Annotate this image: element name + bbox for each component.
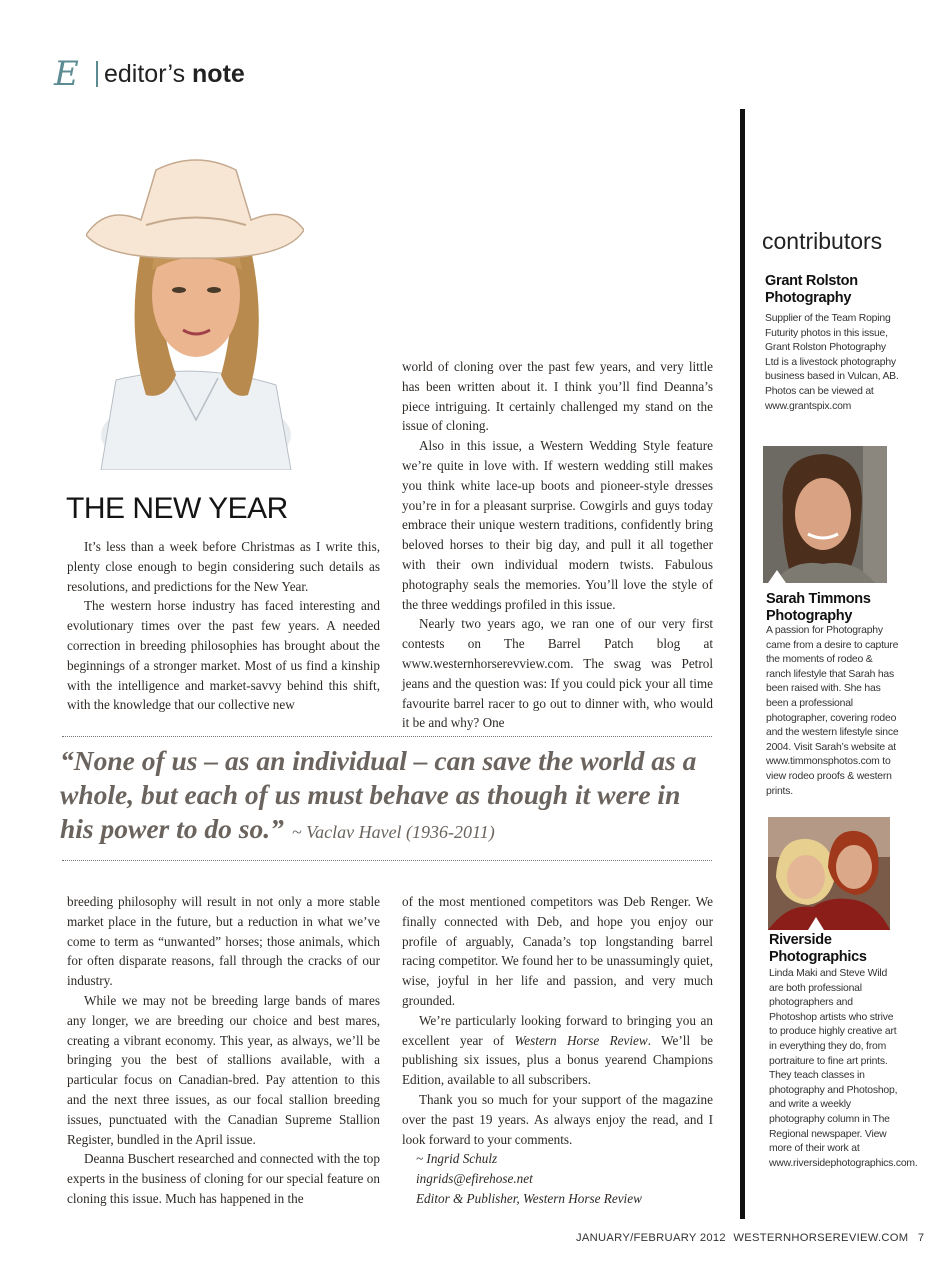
header-divider [96, 61, 98, 87]
contributor-bio: Supplier of the Team Roping Futurity photos in this issue, Grant Rolston Photography Ltd is a livestock photography business based in Vulcan, AB. Photos can be viewed at www.grantspix.com [765, 313, 899, 412]
pull-quote-rule-top [62, 736, 712, 737]
contributor-photo-riverside [768, 817, 890, 930]
page-number: 7 [917, 1232, 925, 1244]
contributor-bio: A passion for Photography came from a desire to capture the moments of rodeo & ranch lifestyle that Sarah has been raised with. She has been a professional photographer, covering rodeo and the western lifestyle since 2004. Visit Sarah’s website at www.timmonsphotos.com to view rodeo proofs & western prints. [766, 625, 899, 797]
contributor-name: Grant Rolston Photography [765, 273, 858, 306]
article-headline: THE NEW YEAR [66, 492, 288, 525]
article-column-2-bottom [402, 892, 713, 1209]
section-title: editor’s note [104, 59, 245, 88]
contributor-name: Sarah Timmons Photography [766, 591, 871, 624]
contributors-heading: contributors [762, 228, 883, 254]
section-header [54, 56, 245, 92]
pull-quote-rule-bottom [62, 860, 712, 861]
issue-date: JANUARY/FEBRUARY 2012 [576, 1232, 726, 1244]
contributor-bio: Linda Maki and Steve Wild are both professional photographers and Photoshop artists who strive to produce highly creative art in everything they do, from portraiture to fine art prints. They teach classes in photography and Photoshop, and write a weekly photography column in The Regional newspaper. View more of their work at www.riversidephotographics.com. [769, 968, 918, 1169]
article-column-1-bottom [67, 892, 380, 1209]
paragraph: of the most mentioned competitors was Deb Renger. We finally connected with Deb, and hope you enjoy our profile of arguably, Canada’s top longstanding barrel racing competitor. We found her to be unassumingly quiet, wise, joyful in her life and passion, and very much grounded. [402, 894, 713, 1008]
signature-name: ~ Ingrid Schulz [416, 1151, 498, 1167]
sidebar-rule [740, 109, 745, 1219]
article-column-1-top [67, 537, 380, 715]
paragraph: Also in this issue, a Western Wedding Style feature we’re quite in love with. If western wedding still makes you think white lace-up boots and pioneer-style dresses you’re in for a pleasant surprise. Cowgirls and guys today embrace their unique western traditions, confidently bring beloved horses to their big day, and pull it all together with their own individual modern twists. Fabulous photography seals the memories. You’ll love the style of the three weddings profiled in this issue. [402, 438, 713, 612]
paragraph: Thank you so much for your support of the magazine over the past 19 years. As always enjoy the read, and I look forward to your comments. [402, 1091, 713, 1147]
paragraph: We’re particularly looking forward to bringing you an excellent year of Western Horse Review. We’ll be publishing six issues, plus a bonus yearend Champions Edition, available to all subscribers. [402, 1012, 713, 1088]
page-footer [576, 1232, 924, 1244]
signature-email: ingrids@efirehose.net [416, 1171, 533, 1187]
paragraph: The western horse industry has faced interesting and evolutionary times over the past few years. A needed correction in breeding philosophies has brought about the beginnings of a stronger market. Most of us find a kinship with the intelligence and market-savvy behind this shift, with the knowledge that our collective new [67, 598, 380, 713]
article-column-2-top [402, 357, 713, 733]
contributor-photo-sarah-timmons [763, 446, 887, 583]
paragraph: breeding philosophy will result in not only a more stable market place in the future, but a reduction in what we’ve come to term as “unwanted” horses; those animals, which for often disparate reasons, fall through the cracks of our industry. [67, 894, 380, 989]
website: WESTERNHORSEREVIEW.COM [733, 1232, 909, 1244]
editor-portrait-illustration [86, 150, 304, 470]
paragraph: world of cloning over the past few years, and very little has been written about it. I think you’ll find Deanna’s piece intriguing. It certainly challenged my stand on the issue of cloning. [402, 359, 713, 434]
pull-quote-attribution: ~ Vaclav Havel (1936-2011) [291, 822, 495, 842]
pull-quote [60, 744, 720, 849]
paragraph: While we may not be breeding large bands of mares any longer, we are breeding our choice and best mares, creating a vibrant economy. This year, as always, we’ll be bringing you the best of stallions available, with a particular focus on Canadian-bred. Pay attention to this and the next three issues, as our focal stallion breeding issues, punctuated with the Canadian Supreme Stallion Register, bundled in the April issue. [67, 992, 380, 1147]
magazine-name: Western Horse Review [514, 1032, 648, 1048]
contributor-name: Riverside Photographics [769, 932, 867, 965]
paragraph: Deanna Buschert researched and connected with the top experts in the business of cloning for our special feature on cloning this issue. Much has happened in the [67, 1151, 380, 1206]
paragraph: Nearly two years ago, we ran one of our very first contests on The Barrel Patch blog at www.westernhorserevview.com. The swag was Petrol jeans and the question was: If you could pick your all time favourite barrel racer to go out to dinner with, who would it be and why? One [402, 616, 713, 731]
signature-title: Editor & Publisher, Western Horse Review [416, 1190, 642, 1206]
editor-logo-icon: E [54, 54, 79, 94]
pull-quote-text: “None of us – as an individual – can save the world as a whole, but each of us must behave as though it were in his power to do so.” [60, 745, 697, 844]
paragraph: It’s less than a week before Christmas as I write this, plenty close enough to begin considering such details as resolutions, and predictions for the New Year. [67, 539, 380, 594]
